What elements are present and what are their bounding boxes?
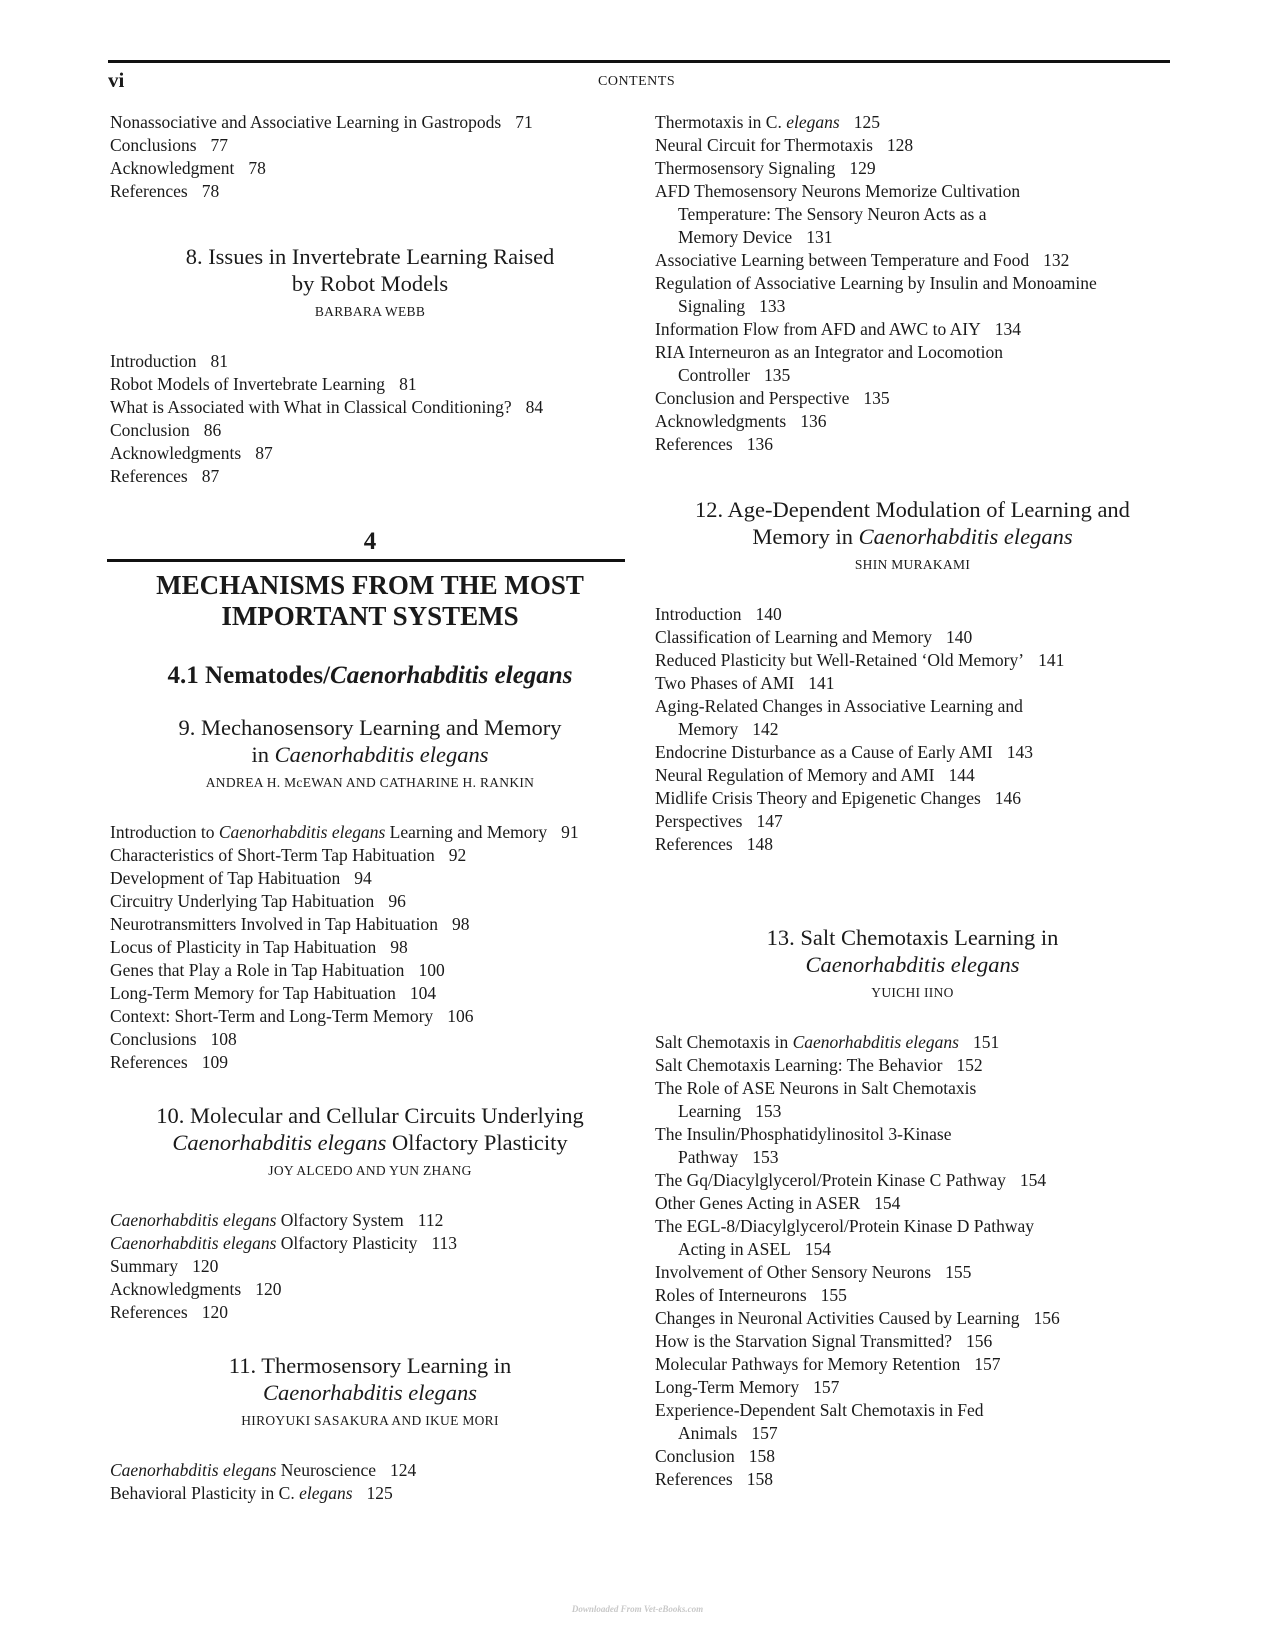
list-item-continuation: Controller 135 [678, 365, 791, 385]
chapter-9-entries [110, 844, 630, 1074]
entry-page: 141 [808, 673, 835, 693]
list-item[interactable]: The Role of ASE Neurons in Salt Chemotaxis [655, 1078, 977, 1098]
chapter-11-author: HIROYUKI SASAKURA AND IKUE MORI [241, 1413, 499, 1428]
list-item[interactable] [110, 936, 630, 959]
watermark-footer: Downloaded From Vet-eBooks.com [571, 1604, 704, 1614]
list-item[interactable] [110, 419, 630, 442]
entry-title: Changes in Neuronal Activities Caused by Learning [655, 1308, 1020, 1328]
list-item[interactable] [655, 764, 1170, 787]
entry-page: 92 [448, 845, 467, 865]
list-item[interactable] [110, 134, 630, 157]
list-item[interactable] [655, 787, 1170, 810]
list-item-continuation: Memory 142 [678, 719, 779, 739]
entry-title: Acknowledgments [110, 443, 242, 463]
list-item[interactable] [655, 1261, 1170, 1284]
list-item[interactable] [655, 626, 1170, 649]
entry-title: Two Phases of AMI [655, 673, 795, 693]
list-item[interactable] [110, 959, 630, 982]
chapter-12-title[interactable]: 12. Age-Dependent Modulation of Learning and Memory in Caenorhabditis elegans [695, 497, 1130, 549]
entry-page: 158 [748, 1446, 775, 1466]
entry-title: Locus of Plasticity in Tap Habituation [110, 937, 377, 957]
entry-title: Development of Tap Habituation [110, 868, 341, 888]
entry-title: Characteristics of Short-Term Tap Habituation [110, 845, 435, 865]
list-item[interactable] [110, 442, 630, 465]
list-item[interactable] [655, 410, 1170, 433]
chapter-8-title[interactable]: 8. Issues in Invertebrate Learning Raised by Robot Models [185, 244, 555, 296]
list-item[interactable] [655, 1468, 1170, 1491]
chapter-13-tail [655, 1445, 1170, 1491]
entry-title: How is the Starvation Signal Transmitted? [655, 1331, 953, 1351]
entry-title: Conclusion [110, 420, 190, 440]
header-rule [108, 60, 1170, 63]
list-item[interactable] [655, 1376, 1170, 1399]
chapter-13-entries [655, 1261, 1170, 1399]
list-item[interactable]: Introduction to Caenorhabditis elegans Learning and Memory 91 [110, 822, 579, 842]
entry-page: 157 [974, 1354, 1001, 1374]
entry-title: Introduction [110, 351, 197, 371]
entry-title: Acknowledgments [110, 1279, 242, 1299]
chapter-11-tail [655, 387, 1170, 456]
list-item[interactable] [110, 396, 630, 419]
entry-page: 96 [388, 891, 406, 911]
list-item[interactable]: Caenorhabditis elegans Olfactory System 112 [110, 1210, 444, 1230]
entry-page: 136 [746, 434, 773, 454]
entry-page: 94 [354, 868, 372, 888]
entry-title: References [655, 434, 733, 454]
chapter-9-title[interactable]: 9. Mechanosensory Learning and Memory in Caenorhabditis elegans [178, 715, 562, 767]
list-item[interactable] [655, 672, 1170, 695]
entry-title: Molecular Pathways for Memory Retention [655, 1354, 961, 1374]
chapter-9-author: ANDREA H. McEWAN AND CATHARINE H. RANKIN [205, 775, 535, 790]
entry-title: Conclusions [110, 135, 197, 155]
running-head: CONTENTS [598, 74, 676, 89]
list-item[interactable] [655, 1307, 1170, 1330]
list-item[interactable] [110, 844, 630, 867]
list-item[interactable] [655, 603, 1170, 626]
entry-page: 135 [863, 388, 890, 408]
list-item[interactable]: Aging-Related Changes in Associative Learning and [655, 696, 1023, 716]
list-item[interactable]: The Gq/Diacylglycerol/Protein Kinase C Pathway 154 [655, 1170, 1047, 1190]
entry-page: 120 [201, 1302, 228, 1322]
entry-title: Roles of Interneurons [655, 1285, 807, 1305]
entry-page: 156 [1033, 1308, 1060, 1328]
list-item[interactable]: Caenorhabditis elegans Neuroscience 124 [110, 1460, 417, 1480]
list-item[interactable] [110, 1028, 630, 1051]
list-item[interactable] [110, 465, 630, 488]
entry-page: 155 [820, 1285, 847, 1305]
chapter-10-title[interactable]: 10. Molecular and Cellular Circuits Underlying Caenorhabditis elegans Olfactory Plasticity [156, 1103, 584, 1155]
list-item[interactable] [110, 350, 630, 373]
entry-title: Long-Term Memory [655, 1377, 800, 1397]
entry-page: 81 [399, 374, 417, 394]
list-item[interactable] [110, 180, 630, 203]
list-item-continuation: Signaling 133 [678, 296, 786, 316]
list-item[interactable]: Regulation of Associative Learning by Insulin and Monoamine [655, 273, 1097, 293]
section-title: 4.1 Nematodes/Caenorhabditis elegans [167, 662, 573, 689]
entry-page: 140 [755, 604, 782, 624]
list-item[interactable] [110, 157, 630, 180]
entry-page: 143 [1006, 742, 1033, 762]
list-item[interactable]: Other Genes Acting in ASER 154 [655, 1193, 901, 1213]
left-column [110, 111, 630, 1505]
entry-page: 109 [201, 1052, 228, 1072]
entry-page: 120 [192, 1256, 219, 1276]
entry-page: 86 [203, 420, 222, 440]
list-item[interactable]: The EGL-8/Diacylglycerol/Protein Kinase D Pathway [655, 1216, 1035, 1236]
list-item[interactable] [655, 1445, 1170, 1468]
list-item[interactable] [655, 157, 1170, 180]
entry-title: Robot Models of Invertebrate Learning [110, 374, 386, 394]
entry-title: Nonassociative and Associative Learning in Gastropods [110, 112, 502, 132]
entry-page: 78 [248, 158, 266, 178]
entry-page: 140 [946, 627, 973, 647]
entry-page: 146 [994, 788, 1022, 808]
list-item[interactable] [655, 387, 1170, 410]
chapter-8-author: BARBARA WEBB [314, 304, 426, 319]
entry-page: 120 [255, 1279, 282, 1299]
entry-title: References [110, 1052, 188, 1072]
chapter-13-author: YUICHI IINO [871, 985, 954, 1000]
entry-page: 104 [409, 983, 437, 1003]
entry-page: 98 [451, 914, 470, 934]
entry-title: Perspectives [655, 811, 743, 831]
list-item[interactable]: Experience-Dependent Salt Chemotaxis in Fed [655, 1400, 984, 1420]
entry-page: 78 [201, 181, 220, 201]
entry-page: 87 [201, 466, 220, 486]
entry-title: References [110, 466, 188, 486]
entry-page: 87 [255, 443, 273, 463]
chapter-8-entries [110, 350, 630, 488]
entry-title: Introduction [655, 604, 742, 624]
entry-title: What is Associated with What in Classical Conditioning? [110, 397, 512, 417]
entry-title: Acknowledgment [110, 158, 235, 178]
list-item-continuation: Learning 153 [678, 1101, 782, 1121]
list-item[interactable] [655, 433, 1170, 456]
list-item[interactable]: AFD Themosensory Neurons Memorize Cultivation [655, 181, 1021, 201]
entry-page: 158 [746, 1469, 773, 1489]
entry-title: References [110, 1302, 188, 1322]
entry-title: Thermosensory Signaling [655, 158, 836, 178]
list-item-continuation: Acting in ASEL 154 [678, 1239, 832, 1259]
entry-title: Conclusion and Perspective [655, 388, 850, 408]
list-item[interactable] [110, 1255, 630, 1278]
list-item-continuation: Memory Device 131 [678, 227, 833, 247]
list-item[interactable] [110, 982, 630, 1005]
list-item[interactable]: Salt Chemotaxis Learning: The Behavior 152 [655, 1055, 983, 1075]
list-item[interactable] [655, 134, 1170, 157]
entry-title: Midlife Crisis Theory and Epigenetic Changes [655, 788, 981, 808]
chapter-10-entries [110, 1255, 630, 1324]
list-item-continuation: Pathway 153 [678, 1147, 779, 1167]
entry-title: Neural Circuit for Thermotaxis [655, 135, 873, 155]
entry-title: Summary [110, 1256, 179, 1276]
entry-title: References [655, 1469, 733, 1489]
list-item[interactable] [110, 1051, 630, 1074]
entry-title: Conclusions [110, 1029, 197, 1049]
entry-title: Neurotransmitters Involved in Tap Habituation [110, 914, 438, 934]
entry-page: 157 [813, 1377, 840, 1397]
entry-page: 141 [1038, 650, 1065, 670]
list-item[interactable]: Thermotaxis in C. elegans 125 [655, 112, 880, 132]
entry-title: Neural Regulation of Memory and AMI [655, 765, 935, 785]
list-item[interactable] [655, 833, 1170, 856]
list-item[interactable]: Salt Chemotaxis in Caenorhabditis elegans 151 [655, 1032, 1000, 1052]
entry-title: Involvement of Other Sensory Neurons [655, 1262, 932, 1282]
list-item[interactable] [655, 649, 1170, 672]
chapter-13-title[interactable]: 13. Salt Chemotaxis Learning in Caenorhabditis elegans [766, 925, 1059, 977]
list-item[interactable] [110, 1005, 630, 1028]
entry-page: 84 [525, 397, 544, 417]
entry-title: Conclusion [655, 1446, 735, 1466]
entry-page: 148 [746, 834, 773, 854]
list-item[interactable] [110, 913, 630, 936]
entry-page: 136 [800, 411, 827, 431]
entry-page: 71 [515, 112, 533, 132]
entry-page: 129 [849, 158, 876, 178]
entry-title: References [110, 181, 188, 201]
entry-title: Long-Term Memory for Tap Habituation [110, 983, 396, 1003]
part-number: 4 [363, 528, 377, 555]
list-item[interactable] [655, 1330, 1170, 1353]
list-item[interactable] [110, 111, 630, 134]
entry-page: 106 [447, 1006, 474, 1026]
entry-title: Reduced Plasticity but Well-Retained ‘Old Memory’ [655, 650, 1025, 670]
list-item[interactable]: RIA Interneuron as an Integrator and Locomotion [655, 342, 1003, 362]
entry-page: 156 [966, 1331, 993, 1351]
chapter-11-title[interactable]: 11. Thermosensory Learning in Caenorhabditis elegans [228, 1353, 512, 1405]
entry-page: 147 [756, 811, 783, 831]
list-item[interactable]: The Insulin/Phosphatidylinositol 3-Kinase [655, 1124, 952, 1144]
chapter-12-entries [655, 603, 1170, 695]
entry-title: References [655, 834, 733, 854]
list-top [110, 111, 630, 203]
list-item[interactable] [110, 890, 630, 913]
chapter-10-author: JOY ALCEDO AND YUN ZHANG [268, 1163, 472, 1178]
page-number: vi [108, 68, 125, 92]
entry-title: Classification of Learning and Memory [655, 627, 933, 647]
list-item[interactable] [110, 867, 630, 890]
part-title: MECHANISMS FROM THE MOST IMPORTANT SYSTEMS [156, 570, 584, 631]
list-item[interactable]: Caenorhabditis elegans Olfactory Plasticity 113 [110, 1233, 457, 1253]
list-item[interactable]: Information Flow from AFD and AWC to AIY 134 [655, 319, 1021, 339]
entry-page: 155 [945, 1262, 972, 1282]
list-item-continuation: Animals 157 [678, 1423, 778, 1443]
list-item[interactable] [110, 373, 630, 396]
entry-title: Endocrine Disturbance as a Cause of Early AMI [655, 742, 993, 762]
chapter-12-author: SHIN MURAKAMI [854, 557, 971, 572]
entry-page: 81 [210, 351, 229, 371]
entry-page: 144 [948, 765, 975, 785]
list-item[interactable] [655, 741, 1170, 764]
entry-title: Context: Short-Term and Long-Term Memory [110, 1006, 434, 1026]
list-item[interactable] [655, 1353, 1170, 1376]
entry-page: 77 [210, 135, 229, 155]
entry-title: Genes that Play a Role in Tap Habituation [110, 960, 405, 980]
entry-page: 128 [886, 135, 914, 155]
list-item[interactable]: Associative Learning between Temperature and Food 132 [655, 250, 1070, 270]
part-rule [107, 559, 625, 562]
chapter-11-entries [655, 134, 1170, 180]
right-column [655, 111, 1170, 1491]
list-item[interactable] [655, 1284, 1170, 1307]
entry-page: 98 [390, 937, 408, 957]
entry-title: Acknowledgments [655, 411, 787, 431]
chapter-12-entries-2 [655, 741, 1170, 856]
entry-title: Circuitry Underlying Tap Habituation [110, 891, 375, 911]
list-item[interactable] [110, 1278, 630, 1301]
entry-page: 108 [210, 1029, 237, 1049]
list-item[interactable] [655, 810, 1170, 833]
list-item-continuation: Temperature: The Sensory Neuron Acts as a [678, 204, 987, 224]
list-item[interactable]: Behavioral Plasticity in C. elegans 125 [110, 1483, 393, 1503]
entry-page: 100 [418, 960, 445, 980]
list-item[interactable] [110, 1301, 630, 1324]
